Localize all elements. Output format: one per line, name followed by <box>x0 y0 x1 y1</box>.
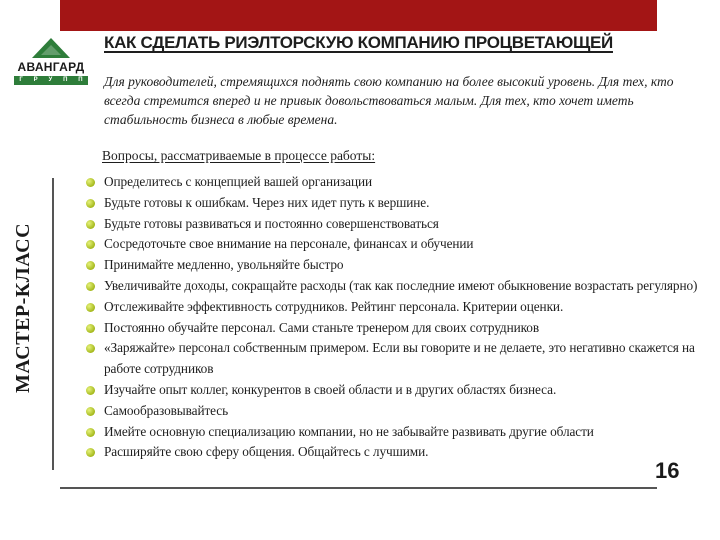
list-item: Определитесь с концепцией вашей организации <box>86 172 711 193</box>
page-title: КАК СДЕЛАТЬ РИЭЛТОРСКУЮ КОМПАНИЮ ПРОЦВЕТАЮЩЕЙ <box>104 33 613 52</box>
logo-letter: П <box>63 77 68 83</box>
bullet-dot-icon <box>86 407 95 416</box>
bullet-dot-icon <box>86 178 95 187</box>
list-item: Будьте готовы к ошибкам. Через них идет путь к вершине. <box>86 193 711 214</box>
logo-tagline-bar <box>14 76 88 85</box>
bullet-dot-icon <box>86 303 95 312</box>
bullet-dot-icon <box>86 240 95 249</box>
bullet-dot-icon <box>86 324 95 333</box>
list-item: Принимайте медленно, увольняйте быстро <box>86 255 711 276</box>
bullet-dot-icon <box>86 428 95 437</box>
list-item: Самообразовывайтесь <box>86 401 711 422</box>
bullet-dot-icon <box>86 344 95 353</box>
logo-letter: У <box>48 77 53 83</box>
bullet-dot-icon <box>86 282 95 291</box>
vertical-divider <box>52 178 54 470</box>
logo-letter: П <box>78 77 83 83</box>
topics-list <box>86 172 711 463</box>
list-item: «Заряжайте» персонал собственным примером. Если вы говорите и не делаете, это негативно скажется на работе сотрудников <box>86 338 711 380</box>
top-red-band <box>60 0 657 31</box>
section-subheading: Вопросы, рассматриваемые в процессе работы: <box>102 148 376 163</box>
list-item: Имейте основную специализацию компании, но не забывайте развивать другие области <box>86 422 711 443</box>
side-label: МАСТЕР-КЛАСС <box>12 222 34 394</box>
logo-name: АВАНГАРД <box>17 60 85 74</box>
intro-paragraph: Для руководителей, стремящихся поднять свою компанию на более высокий уровень. Для тех, кто всегда стремится вперед и не привык довольствоваться малым. Для тех, кто хочет иметь стабильность бизнеса в любые времена. <box>104 74 674 127</box>
logo-letter: Г <box>19 77 23 83</box>
logo-letter: Р <box>33 77 38 83</box>
bullet-dot-icon <box>86 448 95 457</box>
list-item: Постоянно обучайте персонал. Сами станьте тренером для своих сотрудников <box>86 318 711 339</box>
list-item: Расширяйте свою сферу общения. Общайтесь с лучшими. <box>86 442 711 463</box>
bullet-dot-icon <box>86 386 95 395</box>
list-item: Изучайте опыт коллег, конкурентов в своей области и в других областях бизнеса. <box>86 380 711 401</box>
bottom-divider <box>60 487 657 489</box>
bullet-dot-icon <box>86 199 95 208</box>
bullet-dot-icon <box>86 220 95 229</box>
list-item: Увеличивайте доходы, сокращайте расходы (так как последние имеют обыкновение возрастать регулярно) <box>86 276 711 297</box>
bullet-dot-icon <box>86 261 95 270</box>
page-number: 16 <box>655 458 680 483</box>
list-item: Будьте готовы развиваться и постоянно совершенствоваться <box>86 214 711 235</box>
list-item: Сосредоточьте свое внимание на персонале, финансах и обучении <box>86 234 711 255</box>
list-item: Отслеживайте эффективность сотрудников. Рейтинг персонала. Критерии оценки. <box>86 297 711 318</box>
